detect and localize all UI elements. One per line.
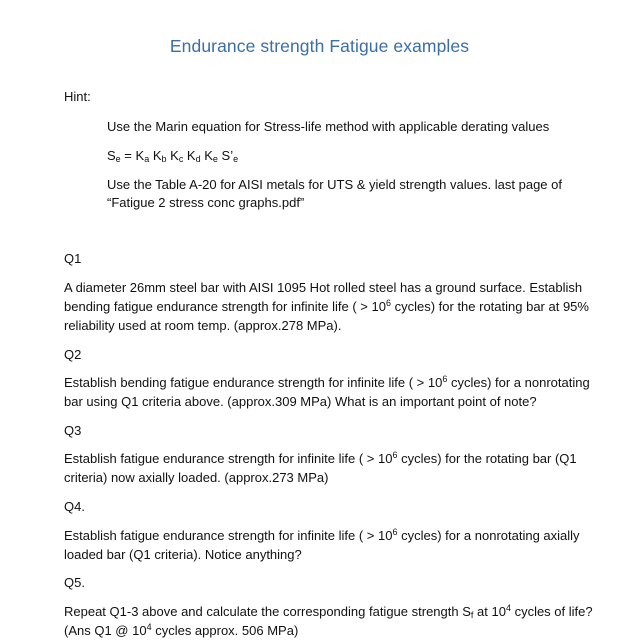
text-line: reliability used at room temp. (approx.278 MPa). xyxy=(64,318,342,333)
question-text-q4 xyxy=(64,526,609,564)
marin-equation: $S_e = K_a$ $K_b$ $K_c$ $K_d$ $K_e$ $S’_e$ xyxy=(107,148,239,164)
subscript: e xyxy=(233,154,239,164)
question-text-q2 xyxy=(64,373,609,411)
subscript: b xyxy=(161,154,167,164)
subscript: c xyxy=(178,154,184,164)
hint-table-source: “Fatigue 2 stress conc graphs.pdf” xyxy=(107,195,305,210)
subscript: e xyxy=(212,154,218,164)
hint-table-instruction: Use the Table A-20 for AISI metals for UTS & yield strength values. last page of xyxy=(107,177,562,192)
text-line: A diameter 26mm steel bar with AISI 1095 Hot rolled steel has a ground surface. Establish xyxy=(64,280,583,295)
subscript: e xyxy=(115,154,121,164)
text-line: Establish bending fatigue endurance strength for infinite life ( > $10^6$ cycles) for a nonrotating xyxy=(64,374,590,390)
superscript: 6 xyxy=(442,374,448,384)
question-text-q5 xyxy=(64,602,609,640)
question-label-q1: Q1 xyxy=(64,251,82,266)
text-line: Repeat Q1-3 above and calculate the corresponding fatigue strength $S_f$ at $10^4$ cycles of life? xyxy=(64,603,593,620)
page-title: Endurance strength Fatigue examples xyxy=(169,36,470,56)
superscript: 4 xyxy=(146,622,152,632)
text-line: bending fatigue endurance strength for infinite life ( > $10^6$ cycles) for the rotating bar at 95% xyxy=(64,298,589,314)
superscript: 6 xyxy=(385,298,391,308)
question-label-q4: Q4. xyxy=(64,499,85,514)
text-line: bar using Q1 criteria above. (approx.309 MPa) What is an important point of note? xyxy=(64,394,537,409)
question-label-q2: Q2 xyxy=(64,347,82,362)
subscript: f xyxy=(470,610,474,620)
text-line: Establish fatigue endurance strength for infinite life ( > $10^6$ cycles) for the rotating bar (Q1 xyxy=(64,450,577,466)
question-text-q3 xyxy=(64,449,609,487)
text-line: criteria) now axially loaded. (approx.273 MPa) xyxy=(64,470,329,485)
superscript: 6 xyxy=(392,450,398,460)
question-text-q1 xyxy=(64,278,609,335)
text-line: Establish fatigue endurance strength for infinite life ( > $10^6$ cycles) for a nonrotating axially xyxy=(64,527,580,543)
superscript: 4 xyxy=(505,603,511,613)
text-line: loaded bar (Q1 criteria). Notice anything? xyxy=(64,547,302,562)
subscript: d xyxy=(195,154,201,164)
text-line: (Ans Q1 @ $10^4$ cycles approx. 506 MPa) xyxy=(64,622,299,638)
hint-label: Hint: xyxy=(64,89,91,104)
superscript: 6 xyxy=(392,527,398,537)
question-label-q5: Q5. xyxy=(64,575,85,590)
question-label-q3: Q3 xyxy=(64,423,82,438)
hint-marin-instruction: Use the Marin equation for Stress-life method with applicable derating values xyxy=(107,119,550,134)
subscript: a xyxy=(144,154,150,164)
